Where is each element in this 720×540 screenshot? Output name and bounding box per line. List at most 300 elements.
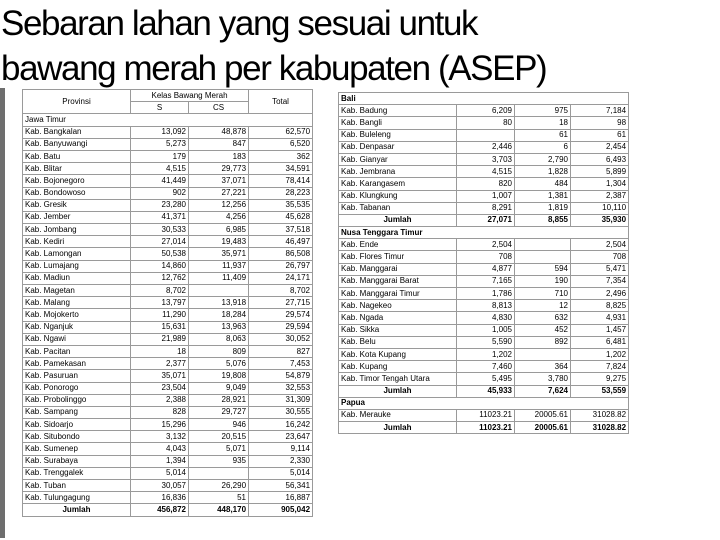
total-cell: 35,535 — [249, 199, 313, 211]
row-label: Jumlah — [339, 422, 457, 434]
table-row — [339, 153, 629, 165]
value-cell: 11023.21 — [457, 409, 515, 421]
row-label: Kab. Badung — [339, 105, 457, 117]
value-cell: 12 — [515, 300, 571, 312]
row-label: Kab. Flores Timur — [339, 251, 457, 263]
total-cell: 9,114 — [249, 443, 313, 455]
value-cell: 1,394 — [131, 455, 189, 467]
value-cell: 41,449 — [131, 175, 189, 187]
left-edge-bar — [0, 88, 5, 538]
value-cell: 902 — [131, 187, 189, 199]
table-row — [23, 406, 313, 418]
row-label: Kab. Jombang — [23, 224, 131, 236]
row-label: Kab. Merauke — [339, 409, 457, 421]
value-cell: 6,209 — [457, 105, 515, 117]
value-cell: 448,170 — [189, 504, 249, 516]
row-label: Kab. Karangasem — [339, 178, 457, 190]
value-cell: 820 — [457, 178, 515, 190]
title-line-1: Sebaran lahan yang sesuai untuk — [1, 4, 478, 43]
table-row — [23, 297, 313, 309]
total-cell: 7,824 — [571, 361, 629, 373]
table-row — [23, 333, 313, 345]
total-cell: 45,628 — [249, 211, 313, 223]
value-cell: 8,813 — [457, 300, 515, 312]
row-label: Kab. Lumajang — [23, 260, 131, 272]
total-cell: 1,457 — [571, 324, 629, 336]
section-row — [339, 93, 629, 105]
value-cell: 1,005 — [457, 324, 515, 336]
table-row — [23, 467, 313, 479]
total-cell: 28,223 — [249, 187, 313, 199]
table-row — [339, 361, 629, 373]
total-cell: 708 — [571, 251, 629, 263]
value-cell: 51 — [189, 492, 249, 504]
value-cell: 11,409 — [189, 272, 249, 284]
value-cell: 3,703 — [457, 153, 515, 165]
value-cell: 15,631 — [131, 321, 189, 333]
header-kelas: Kelas Bawang Merah — [131, 90, 249, 102]
value-cell: 13,963 — [189, 321, 249, 333]
value-cell: 5,076 — [189, 358, 249, 370]
value-cell: 37,071 — [189, 175, 249, 187]
table-row — [339, 202, 629, 214]
value-cell: 20005.61 — [515, 422, 571, 434]
row-label: Kab. Mojokerto — [23, 309, 131, 321]
table-row — [23, 224, 313, 236]
table-row — [23, 370, 313, 382]
value-cell: 809 — [189, 345, 249, 357]
value-cell — [515, 251, 571, 263]
value-cell: 29,727 — [189, 406, 249, 418]
total-cell: 32,553 — [249, 382, 313, 394]
total-cell: 23,647 — [249, 431, 313, 443]
value-cell: 45,933 — [457, 385, 515, 397]
value-cell: 30,057 — [131, 480, 189, 492]
total-cell: 26,797 — [249, 260, 313, 272]
row-label: Kab. Ende — [339, 239, 457, 251]
row-label: Kab. Kupang — [339, 361, 457, 373]
total-cell: 78,414 — [249, 175, 313, 187]
total-cell: 29,574 — [249, 309, 313, 321]
total-cell: 1,202 — [571, 348, 629, 360]
total-cell: 6,520 — [249, 138, 313, 150]
value-cell: 935 — [189, 455, 249, 467]
value-cell: 1,202 — [457, 348, 515, 360]
table-row — [23, 419, 313, 431]
table-row — [339, 336, 629, 348]
row-label: Kab. Jembrana — [339, 166, 457, 178]
row-label: Kab. Bondowoso — [23, 187, 131, 199]
value-cell: 29,773 — [189, 163, 249, 175]
table-row — [339, 348, 629, 360]
row-label: Kab. Pacitan — [23, 345, 131, 357]
value-cell: 80 — [457, 117, 515, 129]
row-label: Kab. Kediri — [23, 236, 131, 248]
row-label: Jumlah — [23, 504, 131, 516]
value-cell: 2,446 — [457, 141, 515, 153]
value-cell: 4,515 — [457, 166, 515, 178]
value-cell: 11,937 — [189, 260, 249, 272]
total-cell: 56,341 — [249, 480, 313, 492]
value-cell: 5,495 — [457, 373, 515, 385]
total-cell: 37,518 — [249, 224, 313, 236]
value-cell: 9,049 — [189, 382, 249, 394]
total-cell: 2,504 — [571, 239, 629, 251]
slide-title — [1, 2, 546, 92]
total-cell: 54,879 — [249, 370, 313, 382]
section-label: Papua — [339, 397, 629, 409]
total-cell: 5,899 — [571, 166, 629, 178]
total-cell: 827 — [249, 345, 313, 357]
value-cell — [515, 239, 571, 251]
value-cell: 2,790 — [515, 153, 571, 165]
value-cell: 946 — [189, 419, 249, 431]
value-cell — [457, 129, 515, 141]
total-cell: 30,555 — [249, 406, 313, 418]
total-cell: 31028.82 — [571, 409, 629, 421]
table-row — [23, 431, 313, 443]
total-cell: 8,825 — [571, 300, 629, 312]
value-cell — [189, 467, 249, 479]
row-label: Kab. Belu — [339, 336, 457, 348]
table-row — [339, 239, 629, 251]
total-cell: 4,931 — [571, 312, 629, 324]
value-cell: 12,256 — [189, 199, 249, 211]
value-cell: 456,872 — [131, 504, 189, 516]
total-cell: 29,594 — [249, 321, 313, 333]
table-row — [23, 187, 313, 199]
total-cell: 9,275 — [571, 373, 629, 385]
total-cell: 24,171 — [249, 272, 313, 284]
value-cell: 594 — [515, 263, 571, 275]
total-row — [339, 214, 629, 226]
value-cell: 484 — [515, 178, 571, 190]
header-total: Total — [249, 90, 313, 114]
value-cell: 6,985 — [189, 224, 249, 236]
row-label: Kab. Pasuruan — [23, 370, 131, 382]
row-label: Kab. Denpasar — [339, 141, 457, 153]
table-row — [339, 288, 629, 300]
total-row — [23, 504, 313, 516]
row-label: Kab. Situbondo — [23, 431, 131, 443]
row-label: Kab. Klungkung — [339, 190, 457, 202]
value-cell: 5,590 — [457, 336, 515, 348]
value-cell: 2,504 — [457, 239, 515, 251]
row-label: Kab. Jember — [23, 211, 131, 223]
row-label: Kab. Tabanan — [339, 202, 457, 214]
table-row — [23, 480, 313, 492]
value-cell: 13,918 — [189, 297, 249, 309]
total-cell: 6,493 — [571, 153, 629, 165]
value-cell: 35,971 — [189, 248, 249, 260]
value-cell: 19,808 — [189, 370, 249, 382]
table-row — [23, 138, 313, 150]
total-cell: 86,508 — [249, 248, 313, 260]
section-row — [339, 227, 629, 239]
total-cell: 1,304 — [571, 178, 629, 190]
total-cell: 34,591 — [249, 163, 313, 175]
table-row — [339, 178, 629, 190]
table-row — [23, 394, 313, 406]
value-cell: 710 — [515, 288, 571, 300]
value-cell: 2,377 — [131, 358, 189, 370]
value-cell: 15,296 — [131, 419, 189, 431]
total-cell: 8,702 — [249, 285, 313, 297]
table-row — [23, 272, 313, 284]
table-row — [339, 141, 629, 153]
section-label: Nusa Tenggara Timur — [339, 227, 629, 239]
table-row — [339, 166, 629, 178]
row-label: Kab. Ngawi — [23, 333, 131, 345]
row-label: Kab. Timor Tengah Utara — [339, 373, 457, 385]
total-cell: 7,184 — [571, 105, 629, 117]
row-label: Kab. Gianyar — [339, 153, 457, 165]
value-cell: 7,165 — [457, 275, 515, 287]
value-cell: 5,273 — [131, 138, 189, 150]
row-label: Kab. Pamekasan — [23, 358, 131, 370]
value-cell: 892 — [515, 336, 571, 348]
value-cell: 30,533 — [131, 224, 189, 236]
total-cell: 7,453 — [249, 358, 313, 370]
table-row — [339, 251, 629, 263]
total-cell: 62,570 — [249, 126, 313, 138]
row-label: Kab. Manggarai Timur — [339, 288, 457, 300]
total-cell: 16,242 — [249, 419, 313, 431]
value-cell: 27,221 — [189, 187, 249, 199]
value-cell: 8,855 — [515, 214, 571, 226]
table-row — [23, 199, 313, 211]
value-cell: 2,388 — [131, 394, 189, 406]
table-row — [23, 211, 313, 223]
value-cell: 48,878 — [189, 126, 249, 138]
value-cell: 27,071 — [457, 214, 515, 226]
row-label: Kab. Batu — [23, 150, 131, 162]
value-cell: 1,007 — [457, 190, 515, 202]
value-cell: 50,538 — [131, 248, 189, 260]
row-label: Kab. Bojonegoro — [23, 175, 131, 187]
total-cell: 2,330 — [249, 455, 313, 467]
header-s: S — [131, 102, 189, 114]
row-label: Kab. Magetan — [23, 285, 131, 297]
value-cell: 61 — [515, 129, 571, 141]
row-label: Kab. Manggarai — [339, 263, 457, 275]
bali-ntt-papua-table — [338, 92, 629, 434]
value-cell: 12,762 — [131, 272, 189, 284]
total-cell: 2,387 — [571, 190, 629, 202]
value-cell: 18,284 — [189, 309, 249, 321]
row-label: Kab. Sikka — [339, 324, 457, 336]
value-cell: 27,014 — [131, 236, 189, 248]
value-cell: 975 — [515, 105, 571, 117]
header-provinsi: Provinsi — [23, 90, 131, 114]
total-cell: 362 — [249, 150, 313, 162]
value-cell: 3,780 — [515, 373, 571, 385]
value-cell: 847 — [189, 138, 249, 150]
value-cell: 1,819 — [515, 202, 571, 214]
row-label: Kab. Madiun — [23, 272, 131, 284]
table-row — [23, 309, 313, 321]
table-row — [23, 248, 313, 260]
value-cell — [515, 348, 571, 360]
section-label: Bali — [339, 93, 629, 105]
table-row — [339, 324, 629, 336]
row-label: Kab. Nganjuk — [23, 321, 131, 333]
value-cell: 13,797 — [131, 297, 189, 309]
value-cell: 632 — [515, 312, 571, 324]
value-cell: 179 — [131, 150, 189, 162]
value-cell: 7,624 — [515, 385, 571, 397]
value-cell: 19,483 — [189, 236, 249, 248]
value-cell: 41,371 — [131, 211, 189, 223]
table-row — [23, 382, 313, 394]
total-cell: 5,471 — [571, 263, 629, 275]
value-cell: 11,290 — [131, 309, 189, 321]
table-row — [339, 409, 629, 421]
table-row — [339, 117, 629, 129]
row-label: Kab. Tulungagung — [23, 492, 131, 504]
total-cell: 35,930 — [571, 214, 629, 226]
value-cell: 23,504 — [131, 382, 189, 394]
value-cell: 16,836 — [131, 492, 189, 504]
total-row — [339, 385, 629, 397]
header-cs: CS — [189, 102, 249, 114]
value-cell: 190 — [515, 275, 571, 287]
table-row — [23, 443, 313, 455]
value-cell: 1,786 — [457, 288, 515, 300]
value-cell: 7,460 — [457, 361, 515, 373]
total-cell: 16,887 — [249, 492, 313, 504]
table-row — [339, 275, 629, 287]
table-row — [339, 190, 629, 202]
total-cell: 46,497 — [249, 236, 313, 248]
value-cell: 183 — [189, 150, 249, 162]
title-line-2: bawang merah per kabupaten (ASEP) — [1, 49, 547, 88]
table-row — [23, 163, 313, 175]
row-label: Kab. Probolinggo — [23, 394, 131, 406]
value-cell: 8,063 — [189, 333, 249, 345]
total-cell: 10,110 — [571, 202, 629, 214]
jawa-timur-table — [22, 89, 313, 517]
value-cell: 1,828 — [515, 166, 571, 178]
row-label: Kab. Bangkalan — [23, 126, 131, 138]
value-cell: 364 — [515, 361, 571, 373]
row-label: Kab. Sidoarjo — [23, 419, 131, 431]
row-label: Kab. Sumenep — [23, 443, 131, 455]
value-cell: 5,014 — [131, 467, 189, 479]
value-cell: 1,381 — [515, 190, 571, 202]
value-cell — [189, 285, 249, 297]
group-label: Jawa Timur — [23, 114, 313, 126]
value-cell: 828 — [131, 406, 189, 418]
table-row — [339, 300, 629, 312]
row-label: Kab. Nagekeo — [339, 300, 457, 312]
row-label: Kab. Lamongan — [23, 248, 131, 260]
table-row — [23, 358, 313, 370]
value-cell: 4,877 — [457, 263, 515, 275]
group-row — [23, 114, 313, 126]
value-cell: 18 — [515, 117, 571, 129]
total-cell: 61 — [571, 129, 629, 141]
value-cell: 35,071 — [131, 370, 189, 382]
table-row — [339, 263, 629, 275]
total-cell: 7,354 — [571, 275, 629, 287]
total-cell: 2,454 — [571, 141, 629, 153]
value-cell: 8,702 — [131, 285, 189, 297]
total-cell: 31,309 — [249, 394, 313, 406]
value-cell: 21,989 — [131, 333, 189, 345]
value-cell: 13,092 — [131, 126, 189, 138]
value-cell: 14,860 — [131, 260, 189, 272]
value-cell: 11023.21 — [457, 422, 515, 434]
row-label: Jumlah — [339, 385, 457, 397]
total-cell: 31028.82 — [571, 422, 629, 434]
value-cell: 20,515 — [189, 431, 249, 443]
section-row — [339, 397, 629, 409]
value-cell: 26,290 — [189, 480, 249, 492]
table-row — [23, 455, 313, 467]
row-label: Kab. Buleleng — [339, 129, 457, 141]
value-cell: 4,043 — [131, 443, 189, 455]
row-label: Kab. Kota Kupang — [339, 348, 457, 360]
total-row — [339, 422, 629, 434]
table-header-row — [23, 90, 313, 102]
value-cell: 18 — [131, 345, 189, 357]
table-row — [23, 345, 313, 357]
total-cell: 30,052 — [249, 333, 313, 345]
row-label: Kab. Surabaya — [23, 455, 131, 467]
table-row — [339, 312, 629, 324]
table-row — [339, 129, 629, 141]
row-label: Kab. Trenggalek — [23, 467, 131, 479]
row-label: Kab. Banyuwangi — [23, 138, 131, 150]
table-row — [23, 492, 313, 504]
value-cell: 4,830 — [457, 312, 515, 324]
row-label: Kab. Sampang — [23, 406, 131, 418]
table-row — [23, 126, 313, 138]
row-label: Kab. Tuban — [23, 480, 131, 492]
value-cell: 28,921 — [189, 394, 249, 406]
row-label: Kab. Ngada — [339, 312, 457, 324]
row-label: Kab. Ponorogo — [23, 382, 131, 394]
row-label: Kab. Blitar — [23, 163, 131, 175]
total-cell: 905,042 — [249, 504, 313, 516]
value-cell: 20005.61 — [515, 409, 571, 421]
table-row — [23, 260, 313, 272]
row-label: Kab. Gresik — [23, 199, 131, 211]
row-label: Kab. Malang — [23, 297, 131, 309]
total-cell: 2,496 — [571, 288, 629, 300]
total-cell: 98 — [571, 117, 629, 129]
value-cell: 23,280 — [131, 199, 189, 211]
value-cell: 3,132 — [131, 431, 189, 443]
value-cell: 5,071 — [189, 443, 249, 455]
table-row — [339, 373, 629, 385]
table-row — [23, 321, 313, 333]
value-cell: 4,256 — [189, 211, 249, 223]
value-cell: 6 — [515, 141, 571, 153]
value-cell: 452 — [515, 324, 571, 336]
table-row — [23, 175, 313, 187]
total-cell: 6,481 — [571, 336, 629, 348]
value-cell: 8,291 — [457, 202, 515, 214]
total-cell: 53,559 — [571, 385, 629, 397]
total-cell: 27,715 — [249, 297, 313, 309]
table-row — [23, 236, 313, 248]
total-cell: 5,014 — [249, 467, 313, 479]
table-row — [339, 105, 629, 117]
value-cell: 4,515 — [131, 163, 189, 175]
row-label: Jumlah — [339, 214, 457, 226]
